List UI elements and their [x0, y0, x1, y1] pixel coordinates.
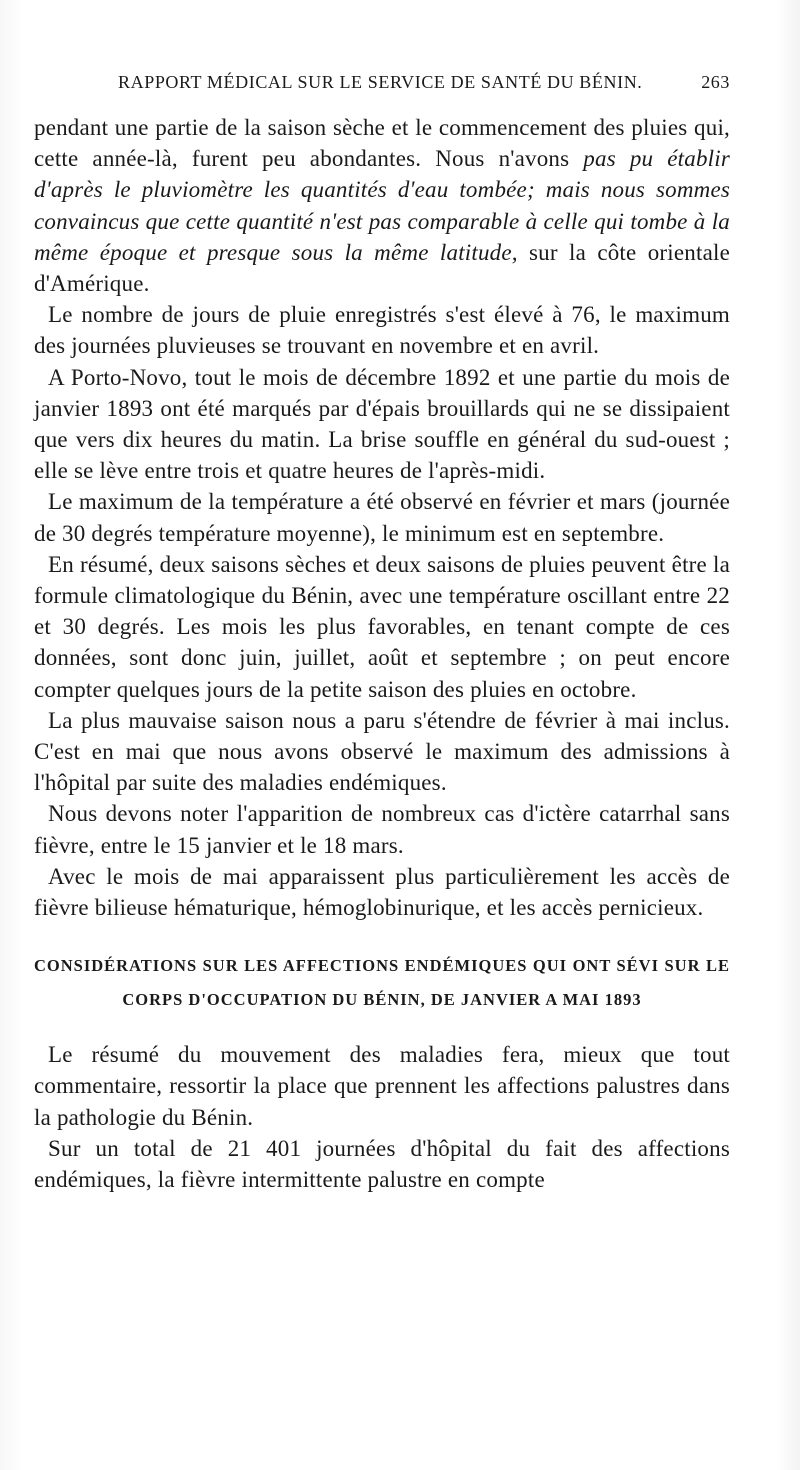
paragraph-disease-movement: Le résumé du mouvement des maladies fera, mieux que tout commentaire, ressortir la place que prennent les affections palustres dans la pathologie du Bénin. — [34, 1042, 730, 1130]
text-run: sur la côte orientale d'Amérique. — [34, 239, 730, 297]
paragraph-may-fevers: Avec le mois de mai apparaissent plus particulièrement les accès de fièvre bilieuse hématurique, hémoglobinurique, et les accès pernicieux. — [34, 863, 730, 921]
paragraph-continuation — [34, 112, 730, 299]
paragraph-icterus: Nous devons noter l'apparition de nombreux cas d'ictère catarrhal sans fièvre, entre le 15 janvier et le 18 mars. — [34, 801, 730, 858]
paragraph-bad-season: La plus mauvaise saison nous a paru s'étendre de février à mai inclus. C'est en mai que nous avons observé le maximum des admissions à l'hôpital par suite des maladies endémiques. — [34, 707, 730, 796]
paragraph-temperature: Le maximum de la température a été observé en février et mars (journée de 30 degrés température moyenne), le minimum est en septembre. — [34, 489, 730, 546]
text-run: pendant une partie de la saison sèche et le commencement des pluies qui, cette année-là, furent peu abondantes. Nous n'avons — [34, 115, 730, 172]
paragraph-summary: En résumé, deux saisons sèches et deux saisons de pluies peuvent être la formule climatologique du Bénin, avec une température oscillant entre 22 et 30 degrés. Les mois les plus favorables, en tenant compte de ces données, sont donc juin, juillet, août et septembre ; on peut encore compter quelques jours de la petite saison des pluies en octobre. — [34, 551, 730, 702]
body-text — [34, 112, 730, 1195]
paragraph-hospital-days: Sur un total de 21 401 journées d'hôpital du fait des affections endémiques, la fièvre intermittente palustre en compte — [34, 1135, 730, 1193]
paragraph-porto-novo: A Porto-Novo, tout le mois de décembre 1892 et une partie du mois de janvier 1893 ont été marqués par d'épais brouillards qui ne se dissipaient que vers dix heures du matin. La brise souffle en général du sud-ouest ; elle se lève entre trois et quatre heures de l'après-midi. — [34, 364, 730, 484]
paragraph-rain-days: Le nombre de jours de pluie enregistrés s'est élevé à 76, le maximum des journées pluvieuses se trouvant en novembre et en avril. — [34, 302, 730, 359]
running-title: RAPPORT MÉDICAL SUR LE SERVICE DE SANTÉ DU BÉNIN. — [118, 72, 643, 92]
italic-text-run: pas pu établir d'après le pluviomètre les quantités d'eau tombée; mais nous sommes convaincus que cette quantité n'est pas comparable à celle qui tombe à la même époque et presque sous la même latitude, — [34, 146, 730, 265]
section-title: CONSIDÉRATIONS SUR LES AFFECTIONS ENDÉMIQUES QUI ONT SÉVI SUR LE CORPS D'OCCUPATION DU BÉNIN, DE JANVIER A MAI 1893 — [34, 956, 730, 1010]
page-number: 263 — [701, 72, 730, 92]
